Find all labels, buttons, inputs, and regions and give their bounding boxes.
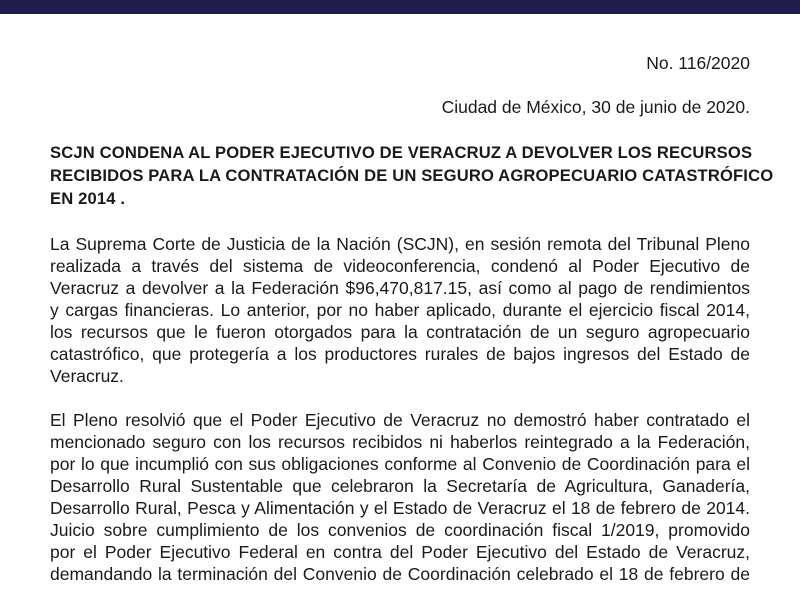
paragraph-line: catastrófico, que protegería a los productores rurales de bajos ingresos del Estado de	[50, 344, 750, 364]
paragraph-line: y cargas financieras. Lo anterior, por no haber aplicado, durante el ejercicio fiscal 2014,	[50, 300, 750, 320]
paragraph-line: demandando la terminación del Convenio de Coordinación celebrado el 18 de febrero de	[50, 564, 750, 584]
paragraph-line: mencionado seguro con los recursos recibidos ni haberlos reintegrado a la Federación,	[50, 432, 750, 452]
paragraph-line: Juicio sobre cumplimiento de los convenios de coordinación fiscal 1/2019, promovido	[50, 520, 750, 540]
place-and-date: Ciudad de México, 30 de junio de 2020.	[441, 97, 750, 117]
headline-line: RECIBIDOS PARA LA CONTRATACIÓN DE UN SEGURO AGROPECUARIO CATASTRÓFICO	[50, 166, 774, 185]
document-number: No. 116/2020	[646, 53, 750, 73]
paragraph-line: por el Poder Ejecutivo Federal en contra del Poder Ejecutivo del Estado de Veracruz,	[50, 542, 750, 562]
paragraph-2	[50, 409, 750, 585]
paragraph-line: El Pleno resolvió que el Poder Ejecutivo de Veracruz no demostró haber contratado el	[50, 410, 750, 430]
paragraph-line: por lo que incumplió con sus obligaciones conforme al Convenio de Coordinación para el	[50, 454, 750, 474]
paragraph-line: Desarrollo Rural, Pesca y Alimentación y el Estado de Veracruz el 18 de febrero de 2014.	[50, 498, 750, 518]
paragraph-line: La Suprema Corte de Justicia de la Nación (SCJN), en sesión remota del Tribunal Pleno	[50, 234, 750, 254]
paragraph-line: los recursos que le fueron otorgados para la contratación de un seguro agropecuario	[50, 322, 750, 342]
paragraph-line: Veracruz a devolver a la Federación $96,470,817.15, así como al pago de rendimientos	[50, 278, 750, 298]
headline-line: EN 2014 .	[50, 189, 126, 208]
paragraph-line: Desarrollo Rural Sustentable que celebraron la Secretaría de Agricultura, Ganadería,	[50, 476, 750, 496]
paragraph-line: realizada a través del sistema de videoconferencia, condenó al Poder Ejecutivo de	[50, 256, 750, 276]
headline-line: SCJN CONDENA AL PODER EJECUTIVO DE VERACRUZ A DEVOLVER LOS RECURSOS	[50, 143, 753, 162]
headline	[50, 141, 774, 210]
top-banner-bar	[0, 0, 800, 14]
paragraph-line: Veracruz.	[50, 366, 124, 386]
paragraph-1	[50, 233, 750, 387]
